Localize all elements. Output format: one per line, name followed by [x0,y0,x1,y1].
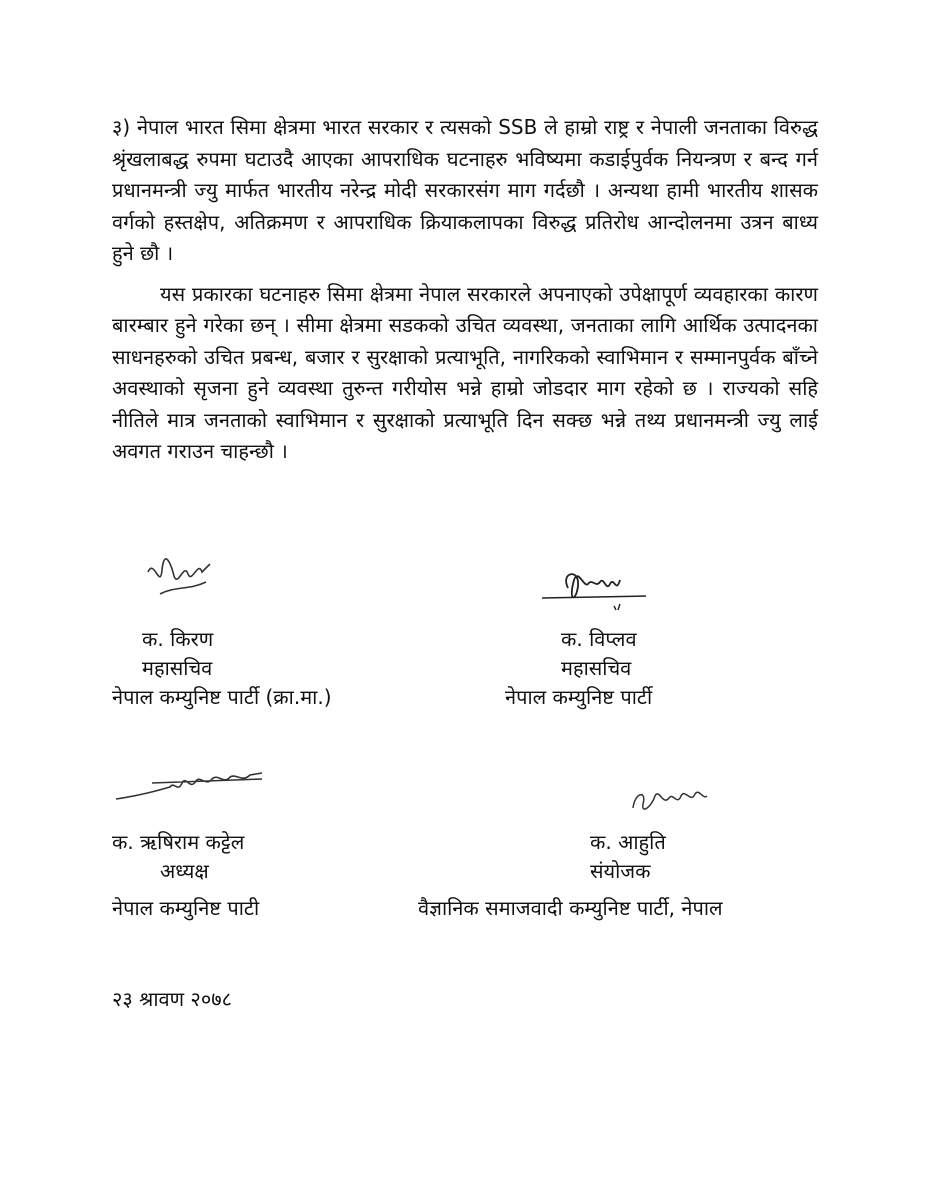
signatory-party: नेपाल कम्युनिष्ट पार्टी (क्रा.मा.) [112,685,332,709]
signatory-name: क. किरण [142,627,214,651]
handwritten-signature-ahuti [625,778,715,823]
signatory-party: नेपाल कम्युनिष्ट पाटी [112,896,260,920]
handwritten-signature-biplav [540,558,650,618]
signatory-kiran [112,625,332,712]
signatory-ahuti [418,828,723,923]
signatory-name: क. विप्लव [561,627,637,651]
signatory-name: क. आहुति [590,830,666,854]
paragraph-demand-3: ३) नेपाल भारत सिमा क्षेत्रमा भारत सरकार र त्यसको SSB ले हाम्रो राष्ट्र र नेपाली जनताका विरुद्ध श्रृंखलाबद्ध रुपमा घटाउदै आएका आपराधिक घटनाहरु भविष्यमा कडाईपुर्वक नियन्त्रण र बन्द गर्न प्रधानमन्त्री ज्यु मार्फत भारतीय नरेन्द्र मोदी सरकारसंग माग गर्दछौ । अन्यथा हामी भारतीय शासक वर्गको हस्तक्षेप, अतिक्रमण र आपराधिक क्रियाकलापका विरुद्ध प्रतिरोध आन्दोलनमा उत्रन बाध्य हुने छौ । [112,115,818,265]
signatory-rishiram [112,828,259,923]
signatory-biplav [505,625,652,712]
signatory-title: महासचिव [142,656,213,680]
document-date: २३ श्रावण २०७८ [112,987,233,1011]
signatory-party: वैज्ञानिक समाजवादी कम्युनिष्ट पार्टी, नेपाल [418,896,723,920]
paragraph-border-policy: यस प्रकारका घटनाहरु सिमा क्षेत्रमा नेपाल सरकारले अपनाएको उपेक्षापूर्ण व्यवहारका कारण बारम्बार हुने गरेका छन् । सीमा क्षेत्रमा सडकको उचित व्यवस्था, जनताका लागि आर्थिक उत्पादनका साधनहरुको उचित प्रबन्ध, बजार र सुरक्षाको प्रत्याभूति, नागरिकको स्वाभिमान र सम्मानपुर्वक बाँच्ने अवस्थाको सृजना हुने व्यवस्था तुरुन्त गरीयोस भन्ने हाम्रो जोडदार माग रहेको छ । राज्यको सहि नीतिले मात्र जनताको स्वाभिमान र सुरक्षाको प्रत्याभूति दिन सक्छ भन्ने तथ्य प्रधानमन्त्री ज्यु लाई अवगत गराउन चाहन्छौ । [112,281,818,463]
signatory-title: संयोजक [590,859,651,883]
letter-body [112,112,818,477]
signatory-title: अध्यक्ष [160,859,209,883]
handwritten-signature-rishiram [112,765,272,815]
handwritten-signature-kiran [140,550,220,605]
signatory-party: नेपाल कम्युनिष्ट पार्टी [505,685,653,709]
signatory-title: महासचिव [561,656,632,680]
signatory-name: क. ऋषिराम कट्टेल [112,830,245,854]
